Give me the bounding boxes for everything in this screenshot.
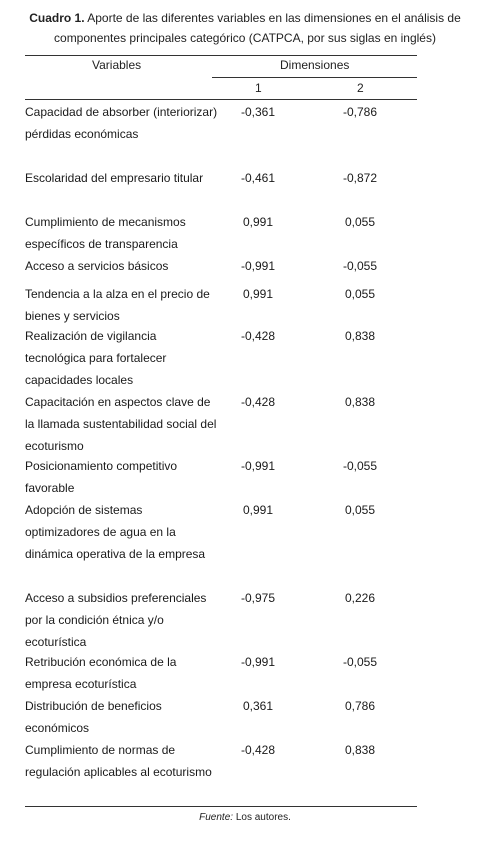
caption-lead: Cuadro 1. (29, 11, 85, 25)
row-dim-2-value: 0,838 (344, 329, 376, 343)
table-caption (14, 8, 476, 48)
row-dim-2-value: 0,226 (344, 591, 376, 605)
row-variable: Realización de vigilancia tecnológica para fortalecer capacidades locales (25, 329, 167, 387)
row-dim-2-value: 0,055 (344, 503, 376, 517)
row-variable: Capacidad de absorber (interiorizar) pérdidas económicas (25, 105, 218, 141)
row-dim-2-value: -0,786 (342, 105, 378, 119)
row-variable: Adopción de sistemas optimizadores de agua en la dinámica operativa de la empresa (25, 503, 206, 561)
row-dim-1-value: 0,991 (242, 287, 274, 301)
source-text: Los autores. (235, 812, 291, 823)
dimensions-rule (212, 77, 417, 78)
row-dim-1-value: -0,428 (240, 329, 276, 343)
header-bottom-rule (25, 99, 417, 100)
table-source (0, 812, 490, 823)
row-dim-2-value: -0,055 (342, 459, 378, 473)
row-variable: Escolaridad del empresario titular (25, 171, 204, 185)
row-dim-2-value: 0,838 (344, 743, 376, 757)
row-variable: Capacitación en aspectos clave de la llamada sustentabilidad social del ecoturismo (25, 395, 217, 453)
bottom-rule (25, 806, 417, 807)
row-variable: Acceso a servicios básicos (25, 259, 169, 273)
row-dim-2-value: 0,055 (344, 287, 376, 301)
header-dim-2: 2 (357, 81, 364, 95)
row-variable: Posicionamiento competitivo favorable (25, 459, 178, 495)
row-variable: Tendencia a la alza en el precio de bienes y servicios (25, 287, 210, 323)
row-variable: Cumplimiento de mecanismos específicos de transparencia (25, 215, 186, 251)
row-dim-2-value: -0,055 (342, 655, 378, 669)
header-dimensions: Dimensiones (280, 58, 350, 72)
row-variable: Cumplimiento de normas de regulación aplicables al ecoturismo (25, 743, 212, 779)
row-dim-2-value: 0,838 (344, 395, 376, 409)
row-dim-1-value: 0,361 (242, 699, 274, 713)
row-dim-1-value: -0,428 (240, 743, 276, 757)
header-dim-1: 1 (255, 81, 262, 95)
row-dim-1-value: -0,991 (240, 459, 276, 473)
row-dim-1-value: -0,991 (240, 655, 276, 669)
caption-text: Aporte de las diferentes variables en las dimensiones en el análisis de componentes principales categórico (CATPCA, por sus siglas en inglés) (54, 11, 461, 45)
row-dim-1-value: 0,991 (242, 215, 274, 229)
row-dim-1-value: -0,361 (240, 105, 276, 119)
row-dim-1-value: -0,991 (240, 259, 276, 273)
source-label: Fuente: (199, 812, 234, 823)
row-dim-1-value: -0,461 (240, 171, 276, 185)
row-variable: Acceso a subsidios preferenciales por la condición étnica y/o ecoturística (25, 591, 207, 649)
row-dim-2-value: 0,786 (344, 699, 376, 713)
row-dim-2-value: -0,055 (342, 259, 378, 273)
row-dim-2-value: -0,872 (342, 171, 378, 185)
row-dim-1-value: -0,975 (240, 591, 276, 605)
row-variable: Distribución de beneficios económicos (25, 699, 162, 735)
top-rule (25, 55, 417, 56)
header-variables: Variables (92, 58, 142, 72)
row-dim-1-value: -0,428 (240, 395, 276, 409)
row-dim-1-value: 0,991 (242, 503, 274, 517)
row-variable: Retribución económica de la empresa ecoturística (25, 655, 177, 691)
row-dim-2-value: 0,055 (344, 215, 376, 229)
